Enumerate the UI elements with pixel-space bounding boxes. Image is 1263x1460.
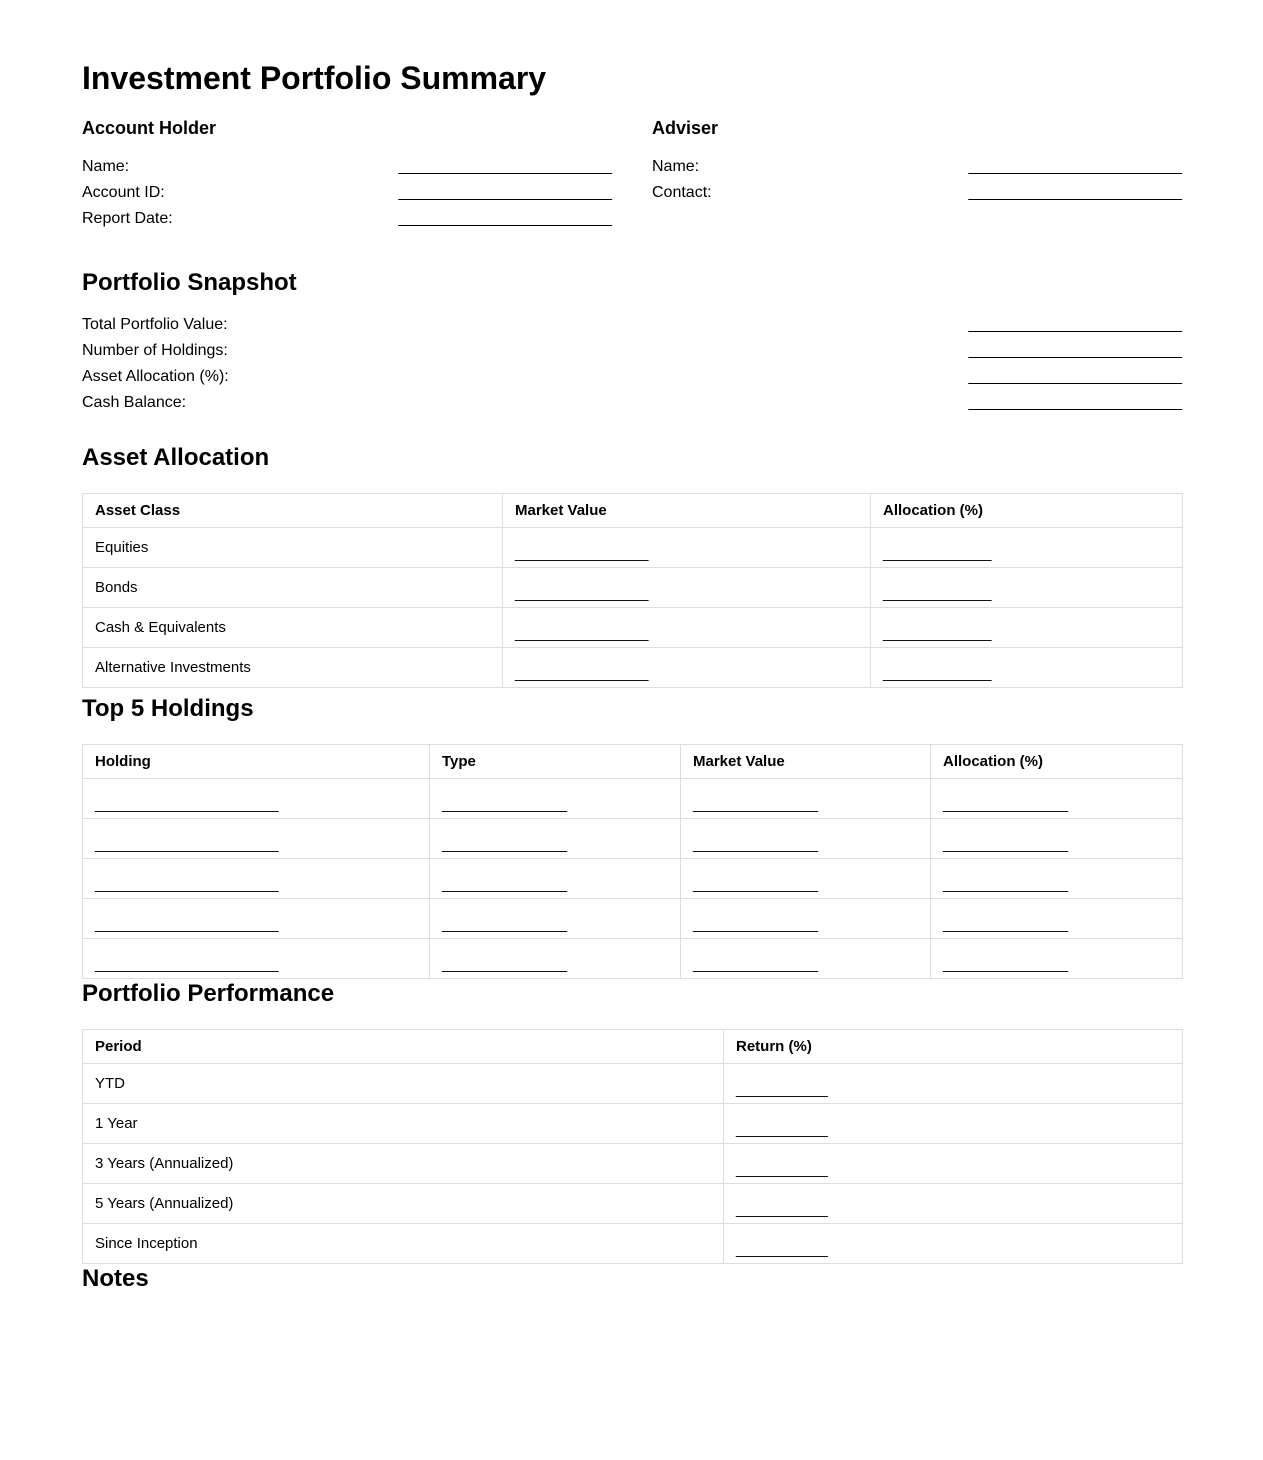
asset-allocation-table bbox=[82, 493, 1183, 688]
asset-class-cell: Bonds bbox=[83, 568, 503, 608]
table-row bbox=[83, 528, 1183, 568]
number-of-holdings-field bbox=[82, 338, 1182, 364]
column-header: Asset Class bbox=[83, 494, 503, 528]
asset-class-cell: Equities bbox=[83, 528, 503, 568]
account-id-blank[interactable]: ________________________ bbox=[398, 184, 612, 201]
table-header-row bbox=[83, 494, 1183, 528]
asset-allocation-pct-field bbox=[82, 364, 1182, 390]
holding-blank[interactable]: ______________________ bbox=[83, 899, 430, 939]
field-label: Total Portfolio Value: bbox=[82, 316, 228, 333]
period-cell: Since Inception bbox=[83, 1224, 724, 1264]
return-blank[interactable]: ___________ bbox=[724, 1224, 1183, 1264]
table-row bbox=[83, 1064, 1183, 1104]
market-value-blank[interactable]: ________________ bbox=[503, 648, 871, 688]
adviser-name-blank[interactable]: ________________________ bbox=[968, 158, 1182, 175]
allocation-blank[interactable]: _______________ bbox=[931, 899, 1183, 939]
type-blank[interactable]: _______________ bbox=[430, 779, 681, 819]
asset-allocation-pct-blank[interactable]: ________________________ bbox=[968, 368, 1182, 385]
portfolio-performance-heading: Portfolio Performance bbox=[82, 980, 335, 1007]
total-portfolio-value-blank[interactable]: ________________________ bbox=[968, 316, 1182, 333]
account-holder-name-blank[interactable]: ________________________ bbox=[398, 158, 612, 175]
adviser-contact-field bbox=[652, 180, 1182, 206]
field-label: Cash Balance: bbox=[82, 394, 187, 411]
notes-heading: Notes bbox=[82, 1265, 149, 1292]
table-row bbox=[83, 1144, 1183, 1184]
type-blank[interactable]: _______________ bbox=[430, 819, 681, 859]
column-header: Market Value bbox=[681, 745, 931, 779]
account-holder-section bbox=[82, 117, 612, 232]
column-header: Type bbox=[430, 745, 681, 779]
column-header: Period bbox=[83, 1030, 724, 1064]
return-blank[interactable]: ___________ bbox=[724, 1184, 1183, 1224]
market-value-blank[interactable]: _______________ bbox=[681, 899, 931, 939]
table-row bbox=[83, 899, 1183, 939]
market-value-blank[interactable]: _______________ bbox=[681, 859, 931, 899]
table-row bbox=[83, 819, 1183, 859]
portfolio-performance-table bbox=[82, 1029, 1183, 1264]
account-id-field bbox=[82, 180, 612, 206]
adviser-heading: Adviser bbox=[652, 118, 719, 138]
table-row bbox=[83, 648, 1183, 688]
top-holdings-table bbox=[82, 744, 1183, 979]
field-label: Account ID: bbox=[82, 184, 165, 201]
column-header: Allocation (%) bbox=[871, 494, 1183, 528]
period-cell: 5 Years (Annualized) bbox=[83, 1184, 724, 1224]
asset-class-cell: Alternative Investments bbox=[83, 648, 503, 688]
number-of-holdings-blank[interactable]: ________________________ bbox=[968, 342, 1182, 359]
table-row bbox=[83, 939, 1183, 979]
page-title: Investment Portfolio Summary bbox=[82, 60, 547, 96]
market-value-blank[interactable]: ________________ bbox=[503, 568, 871, 608]
type-blank[interactable]: _______________ bbox=[430, 859, 681, 899]
table-header-row bbox=[83, 745, 1183, 779]
return-blank[interactable]: ___________ bbox=[724, 1064, 1183, 1104]
allocation-blank[interactable]: _____________ bbox=[871, 648, 1183, 688]
allocation-blank[interactable]: _____________ bbox=[871, 528, 1183, 568]
table-row bbox=[83, 859, 1183, 899]
table-row bbox=[83, 1184, 1183, 1224]
top-holdings-heading: Top 5 Holdings bbox=[82, 695, 254, 722]
field-label: Name: bbox=[652, 158, 700, 175]
adviser-name-field bbox=[652, 154, 1182, 180]
asset-class-cell: Cash & Equivalents bbox=[83, 608, 503, 648]
period-cell: YTD bbox=[83, 1064, 724, 1104]
allocation-blank[interactable]: _____________ bbox=[871, 568, 1183, 608]
holding-blank[interactable]: ______________________ bbox=[83, 939, 430, 979]
table-row bbox=[83, 1224, 1183, 1264]
report-date-field bbox=[82, 206, 612, 232]
column-header: Holding bbox=[83, 745, 430, 779]
field-label: Number of Holdings: bbox=[82, 342, 228, 359]
market-value-blank[interactable]: _______________ bbox=[681, 819, 931, 859]
return-blank[interactable]: ___________ bbox=[724, 1104, 1183, 1144]
portfolio-snapshot-heading: Portfolio Snapshot bbox=[82, 269, 297, 296]
type-blank[interactable]: _______________ bbox=[430, 939, 681, 979]
field-label: Contact: bbox=[652, 184, 712, 201]
asset-allocation-heading: Asset Allocation bbox=[82, 444, 270, 471]
allocation-blank[interactable]: _______________ bbox=[931, 779, 1183, 819]
table-header-row bbox=[83, 1030, 1183, 1064]
holding-blank[interactable]: ______________________ bbox=[83, 859, 430, 899]
allocation-blank[interactable]: _______________ bbox=[931, 819, 1183, 859]
field-label: Name: bbox=[82, 158, 130, 175]
market-value-blank[interactable]: ________________ bbox=[503, 528, 871, 568]
return-blank[interactable]: ___________ bbox=[724, 1144, 1183, 1184]
field-label: Report Date: bbox=[82, 210, 173, 227]
portfolio-snapshot-section bbox=[82, 312, 1182, 416]
period-cell: 3 Years (Annualized) bbox=[83, 1144, 724, 1184]
period-cell: 1 Year bbox=[83, 1104, 724, 1144]
holding-blank[interactable]: ______________________ bbox=[83, 819, 430, 859]
account-holder-heading: Account Holder bbox=[82, 118, 217, 138]
account-holder-name-field bbox=[82, 154, 612, 180]
column-header: Market Value bbox=[503, 494, 871, 528]
holding-blank[interactable]: ______________________ bbox=[83, 779, 430, 819]
market-value-blank[interactable]: ________________ bbox=[503, 608, 871, 648]
market-value-blank[interactable]: _______________ bbox=[681, 779, 931, 819]
allocation-blank[interactable]: _______________ bbox=[931, 939, 1183, 979]
adviser-contact-blank[interactable]: ________________________ bbox=[968, 184, 1182, 201]
table-row bbox=[83, 779, 1183, 819]
table-row bbox=[83, 1104, 1183, 1144]
table-row bbox=[83, 568, 1183, 608]
column-header: Allocation (%) bbox=[931, 745, 1183, 779]
adviser-section bbox=[652, 117, 1182, 206]
type-blank[interactable]: _______________ bbox=[430, 899, 681, 939]
total-portfolio-value-field bbox=[82, 312, 1182, 338]
allocation-blank[interactable]: _____________ bbox=[871, 608, 1183, 648]
table-row bbox=[83, 608, 1183, 648]
report-date-blank[interactable]: ________________________ bbox=[398, 210, 612, 227]
cash-balance-blank[interactable]: ________________________ bbox=[968, 394, 1182, 411]
field-label: Asset Allocation (%): bbox=[82, 368, 229, 385]
market-value-blank[interactable]: _______________ bbox=[681, 939, 931, 979]
cash-balance-field bbox=[82, 390, 1182, 416]
column-header: Return (%) bbox=[724, 1030, 1183, 1064]
allocation-blank[interactable]: _______________ bbox=[931, 859, 1183, 899]
